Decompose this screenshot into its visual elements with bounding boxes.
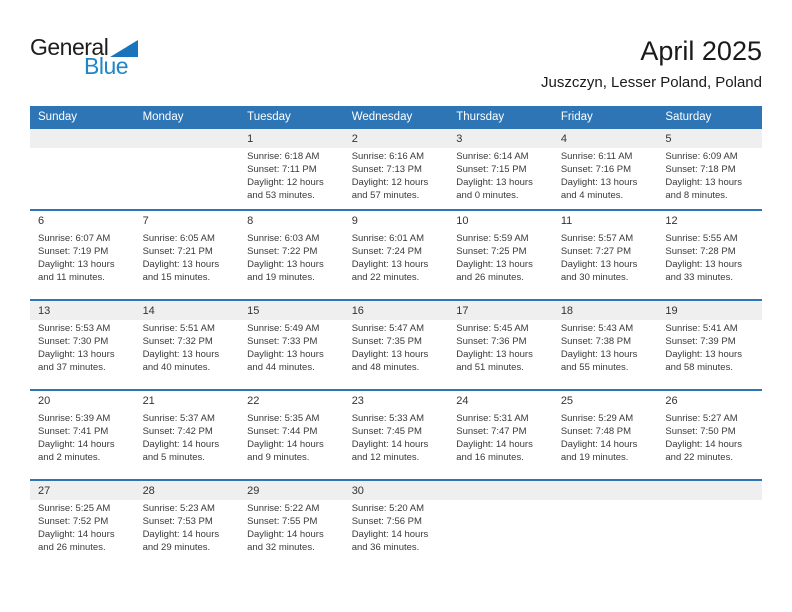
day-details (344, 410, 449, 464)
empty-day-cell (30, 128, 135, 210)
day-details (239, 148, 344, 202)
day-details (448, 500, 553, 502)
daylight-text: Daylight: 14 hours and 2 minutes. (38, 439, 115, 463)
day-details (344, 148, 449, 202)
day-number: 17 (456, 304, 469, 317)
sunrise-text: Sunrise: 6:01 AM (351, 233, 425, 244)
day-number: 13 (38, 304, 51, 317)
daylight-text: Daylight: 12 hours and 57 minutes. (351, 177, 429, 201)
weekday-header-friday: Friday (553, 106, 658, 128)
day-number: 6 (38, 214, 45, 227)
sunrise-text: Sunrise: 5:37 AM (142, 413, 215, 424)
sunset-text: Sunset: 7:28 PM (665, 246, 736, 257)
day-number-band (239, 129, 344, 148)
day-details (30, 148, 135, 150)
daylight-text: Daylight: 13 hours and 15 minutes. (142, 259, 220, 283)
week-row-5 (30, 480, 762, 566)
sunset-text: Sunset: 7:27 PM (560, 246, 632, 257)
day-number-band (30, 301, 135, 320)
daylight-text: Daylight: 13 hours and 26 minutes. (456, 259, 533, 283)
daylight-text: Daylight: 13 hours and 19 minutes. (247, 259, 324, 283)
day-number-band (135, 481, 240, 500)
day-details (553, 148, 658, 202)
empty-day-cell (657, 480, 762, 566)
day-number-band (553, 301, 658, 320)
day-cell-27 (30, 480, 135, 566)
day-cell-30 (344, 480, 449, 566)
sunrise-text: Sunrise: 5:59 AM (456, 233, 529, 244)
sunset-text: Sunset: 7:38 PM (560, 336, 632, 347)
day-number-band (553, 481, 658, 500)
day-number-band (657, 391, 762, 410)
daylight-text: Daylight: 14 hours and 19 minutes. (560, 439, 638, 463)
day-cell-7 (135, 210, 240, 300)
day-cell-20 (30, 390, 135, 480)
sunrise-text: Sunrise: 6:03 AM (247, 233, 320, 244)
day-number: 11 (560, 214, 573, 227)
sunset-text: Sunset: 7:11 PM (247, 164, 317, 175)
sunrise-text: Sunrise: 5:27 AM (665, 413, 738, 424)
daylight-text: Daylight: 13 hours and 33 minutes. (665, 259, 742, 283)
day-cell-12 (657, 210, 762, 300)
daylight-text: Daylight: 14 hours and 12 minutes. (351, 439, 429, 463)
day-number-band (344, 481, 449, 500)
day-details (344, 320, 449, 374)
sunset-text: Sunset: 7:15 PM (456, 164, 527, 175)
title-block (541, 36, 762, 91)
day-details (30, 230, 135, 284)
weekday-header-monday: Monday (135, 106, 240, 128)
day-number-band (135, 391, 240, 410)
day-cell-17 (448, 300, 553, 390)
week-row-3 (30, 300, 762, 390)
day-details (135, 320, 240, 374)
day-cell-4 (553, 128, 658, 210)
day-number: 20 (38, 394, 51, 407)
daylight-text: Daylight: 14 hours and 22 minutes. (665, 439, 742, 463)
day-number-band (239, 301, 344, 320)
day-cell-14 (135, 300, 240, 390)
day-number-band (344, 391, 449, 410)
sunset-text: Sunset: 7:52 PM (38, 516, 109, 527)
page-subtitle: Juszczyn, Lesser Poland, Poland (541, 74, 762, 92)
day-number: 2 (351, 132, 358, 145)
day-number-band (135, 301, 240, 320)
day-details (30, 410, 135, 464)
sunset-text: Sunset: 7:32 PM (142, 336, 213, 347)
weekday-header-row (30, 106, 762, 128)
daylight-text: Daylight: 14 hours and 26 minutes. (38, 529, 115, 553)
day-cell-19 (657, 300, 762, 390)
day-details (239, 500, 344, 554)
day-number-band (553, 211, 658, 230)
sunset-text: Sunset: 7:50 PM (665, 426, 736, 437)
sunset-text: Sunset: 7:36 PM (456, 336, 527, 347)
day-number: 1 (247, 132, 254, 145)
daylight-text: Daylight: 13 hours and 51 minutes. (456, 349, 533, 373)
daylight-text: Daylight: 14 hours and 36 minutes. (351, 529, 429, 553)
day-number: 19 (665, 304, 678, 317)
daylight-text: Daylight: 13 hours and 55 minutes. (560, 349, 638, 373)
day-cell-1 (239, 128, 344, 210)
day-details (553, 230, 658, 284)
sunrise-text: Sunrise: 5:57 AM (560, 233, 634, 244)
day-number: 5 (665, 132, 672, 145)
day-cell-24 (448, 390, 553, 480)
day-details (553, 410, 658, 464)
day-cell-3 (448, 128, 553, 210)
sunset-text: Sunset: 7:25 PM (456, 246, 527, 257)
logo-blue-text: Blue (84, 53, 129, 79)
day-number-band (553, 129, 658, 148)
day-cell-13 (30, 300, 135, 390)
day-number: 9 (351, 214, 358, 227)
day-number-band (553, 391, 658, 410)
day-cell-18 (553, 300, 658, 390)
sunset-text: Sunset: 7:41 PM (38, 426, 109, 437)
day-number-band (448, 301, 553, 320)
logo-general-text: General (30, 34, 109, 60)
day-number-band (448, 129, 553, 148)
sunrise-text: Sunrise: 5:39 AM (38, 413, 111, 424)
day-cell-28 (135, 480, 240, 566)
day-details (448, 230, 553, 284)
day-number-band (30, 481, 135, 500)
day-number-band (30, 391, 135, 410)
day-number: 14 (142, 304, 155, 317)
day-cell-6 (30, 210, 135, 300)
sunrise-text: Sunrise: 6:16 AM (351, 151, 425, 162)
day-details (239, 410, 344, 464)
day-details (657, 230, 762, 284)
day-cell-11 (553, 210, 658, 300)
daylight-text: Daylight: 12 hours and 53 minutes. (247, 177, 324, 201)
day-cell-10 (448, 210, 553, 300)
daylight-text: Daylight: 14 hours and 32 minutes. (247, 529, 324, 553)
sunrise-text: Sunrise: 6:18 AM (247, 151, 320, 162)
empty-day-cell (135, 128, 240, 210)
sunrise-text: Sunrise: 5:29 AM (560, 413, 634, 424)
day-details (448, 320, 553, 374)
sunrise-text: Sunrise: 5:55 AM (665, 233, 738, 244)
sunset-text: Sunset: 7:18 PM (665, 164, 736, 175)
sunrise-text: Sunrise: 6:14 AM (456, 151, 529, 162)
day-number: 7 (142, 214, 149, 227)
day-details (135, 500, 240, 554)
sunset-text: Sunset: 7:39 PM (665, 336, 736, 347)
weekday-header-wednesday: Wednesday (344, 106, 449, 128)
sunrise-text: Sunrise: 5:25 AM (38, 503, 111, 514)
sunset-text: Sunset: 7:45 PM (351, 426, 422, 437)
sunrise-text: Sunrise: 5:20 AM (351, 503, 425, 514)
day-cell-5 (657, 128, 762, 210)
empty-day-cell (553, 480, 658, 566)
day-number: 18 (560, 304, 574, 317)
sunset-text: Sunset: 7:13 PM (351, 164, 422, 175)
day-details (448, 410, 553, 464)
sunset-text: Sunset: 7:56 PM (351, 516, 422, 527)
sunrise-text: Sunrise: 5:41 AM (665, 323, 738, 334)
day-number: 3 (456, 132, 463, 145)
day-number: 28 (142, 484, 155, 497)
day-number: 23 (351, 394, 364, 407)
day-number: 26 (665, 394, 678, 407)
day-details (344, 230, 449, 284)
weekday-header-sunday: Sunday (30, 106, 135, 128)
day-number: 22 (247, 394, 260, 407)
daylight-text: Daylight: 13 hours and 8 minutes. (665, 177, 742, 201)
daylight-text: Daylight: 14 hours and 29 minutes. (142, 529, 220, 553)
weekday-header-saturday: Saturday (657, 106, 762, 128)
empty-day-cell (448, 480, 553, 566)
sunrise-text: Sunrise: 5:23 AM (142, 503, 215, 514)
sunset-text: Sunset: 7:48 PM (560, 426, 632, 437)
day-details (135, 410, 240, 464)
sunrise-text: Sunrise: 5:35 AM (247, 413, 320, 424)
day-number-band (448, 391, 553, 410)
sunrise-text: Sunrise: 5:47 AM (351, 323, 425, 334)
day-number-band (239, 211, 344, 230)
day-details (344, 500, 449, 554)
day-details (448, 148, 553, 202)
day-number-band (448, 481, 553, 500)
day-details (135, 148, 240, 150)
day-cell-23 (344, 390, 449, 480)
sunrise-text: Sunrise: 5:33 AM (351, 413, 425, 424)
day-details (657, 320, 762, 374)
day-cell-2 (344, 128, 449, 210)
sunset-text: Sunset: 7:44 PM (247, 426, 318, 437)
day-number: 24 (456, 394, 469, 407)
day-details (657, 500, 762, 502)
weekday-header-thursday: Thursday (448, 106, 553, 128)
day-cell-29 (239, 480, 344, 566)
day-number: 4 (560, 132, 567, 145)
day-number-band (448, 211, 553, 230)
sunset-text: Sunset: 7:55 PM (247, 516, 318, 527)
daylight-text: Daylight: 14 hours and 9 minutes. (247, 439, 324, 463)
sunrise-text: Sunrise: 5:43 AM (560, 323, 634, 334)
sunset-text: Sunset: 7:24 PM (351, 246, 422, 257)
day-details (239, 320, 344, 374)
day-number-band (344, 211, 449, 230)
day-number: 10 (456, 214, 469, 227)
daylight-text: Daylight: 13 hours and 30 minutes. (560, 259, 638, 283)
sunset-text: Sunset: 7:16 PM (560, 164, 632, 175)
day-cell-22 (239, 390, 344, 480)
day-details (135, 230, 240, 284)
day-details (553, 500, 658, 502)
daylight-text: Daylight: 13 hours and 0 minutes. (456, 177, 533, 201)
day-number: 29 (247, 484, 260, 497)
day-number-band (657, 481, 762, 500)
sunrise-text: Sunrise: 6:05 AM (142, 233, 215, 244)
day-cell-9 (344, 210, 449, 300)
sunrise-text: Sunrise: 5:22 AM (247, 503, 320, 514)
day-cell-26 (657, 390, 762, 480)
day-cell-21 (135, 390, 240, 480)
week-row-2 (30, 210, 762, 300)
day-number-band (30, 211, 135, 230)
day-cell-25 (553, 390, 658, 480)
sunset-text: Sunset: 7:53 PM (142, 516, 213, 527)
sunset-text: Sunset: 7:47 PM (456, 426, 527, 437)
sunrise-text: Sunrise: 5:51 AM (142, 323, 215, 334)
daylight-text: Daylight: 13 hours and 4 minutes. (560, 177, 638, 201)
daylight-text: Daylight: 13 hours and 11 minutes. (38, 259, 115, 283)
day-number-band (657, 211, 762, 230)
day-number-band (344, 129, 449, 148)
day-number-band (344, 301, 449, 320)
day-number-band (135, 211, 240, 230)
day-cell-8 (239, 210, 344, 300)
sunset-text: Sunset: 7:42 PM (142, 426, 213, 437)
day-number: 25 (560, 394, 574, 407)
day-number-band (657, 129, 762, 148)
day-number-band (239, 391, 344, 410)
day-number: 12 (665, 214, 678, 227)
daylight-text: Daylight: 13 hours and 22 minutes. (351, 259, 429, 283)
sunrise-text: Sunrise: 6:09 AM (665, 151, 738, 162)
sunrise-text: Sunrise: 5:45 AM (456, 323, 529, 334)
sunset-text: Sunset: 7:22 PM (247, 246, 318, 257)
day-details (239, 230, 344, 284)
day-details (30, 500, 135, 554)
page-title: April 2025 (640, 36, 762, 66)
daylight-text: Daylight: 14 hours and 16 minutes. (456, 439, 533, 463)
sunrise-text: Sunrise: 5:31 AM (456, 413, 529, 424)
week-row-4 (30, 390, 762, 480)
day-number: 30 (351, 484, 364, 497)
day-number-band (135, 129, 240, 148)
day-number-band (239, 481, 344, 500)
day-number: 27 (38, 484, 51, 497)
sunrise-text: Sunrise: 5:53 AM (38, 323, 111, 334)
daylight-text: Daylight: 13 hours and 48 minutes. (351, 349, 429, 373)
calendar-table (30, 106, 762, 566)
general-blue-logo (30, 36, 138, 78)
daylight-text: Daylight: 13 hours and 37 minutes. (38, 349, 115, 373)
sunset-text: Sunset: 7:19 PM (38, 246, 109, 257)
day-number: 15 (247, 304, 260, 317)
day-cell-16 (344, 300, 449, 390)
daylight-text: Daylight: 13 hours and 44 minutes. (247, 349, 324, 373)
day-details (657, 148, 762, 202)
page-header (30, 36, 762, 98)
sunrise-text: Sunrise: 6:11 AM (560, 151, 633, 162)
sunset-text: Sunset: 7:30 PM (38, 336, 109, 347)
sunset-text: Sunset: 7:35 PM (351, 336, 422, 347)
sunset-text: Sunset: 7:21 PM (142, 246, 213, 257)
week-row-1 (30, 128, 762, 210)
daylight-text: Daylight: 13 hours and 40 minutes. (142, 349, 220, 373)
day-number-band (657, 301, 762, 320)
day-number-band (30, 129, 135, 148)
sunrise-text: Sunrise: 6:07 AM (38, 233, 111, 244)
day-details (553, 320, 658, 374)
day-details (657, 410, 762, 464)
day-number: 21 (142, 394, 155, 407)
sunrise-text: Sunrise: 5:49 AM (247, 323, 320, 334)
day-number: 16 (351, 304, 364, 317)
weekday-header-tuesday: Tuesday (239, 106, 344, 128)
day-cell-15 (239, 300, 344, 390)
day-details (30, 320, 135, 374)
sunset-text: Sunset: 7:33 PM (247, 336, 318, 347)
daylight-text: Daylight: 14 hours and 5 minutes. (142, 439, 220, 463)
day-number: 8 (247, 214, 254, 227)
daylight-text: Daylight: 13 hours and 58 minutes. (665, 349, 742, 373)
